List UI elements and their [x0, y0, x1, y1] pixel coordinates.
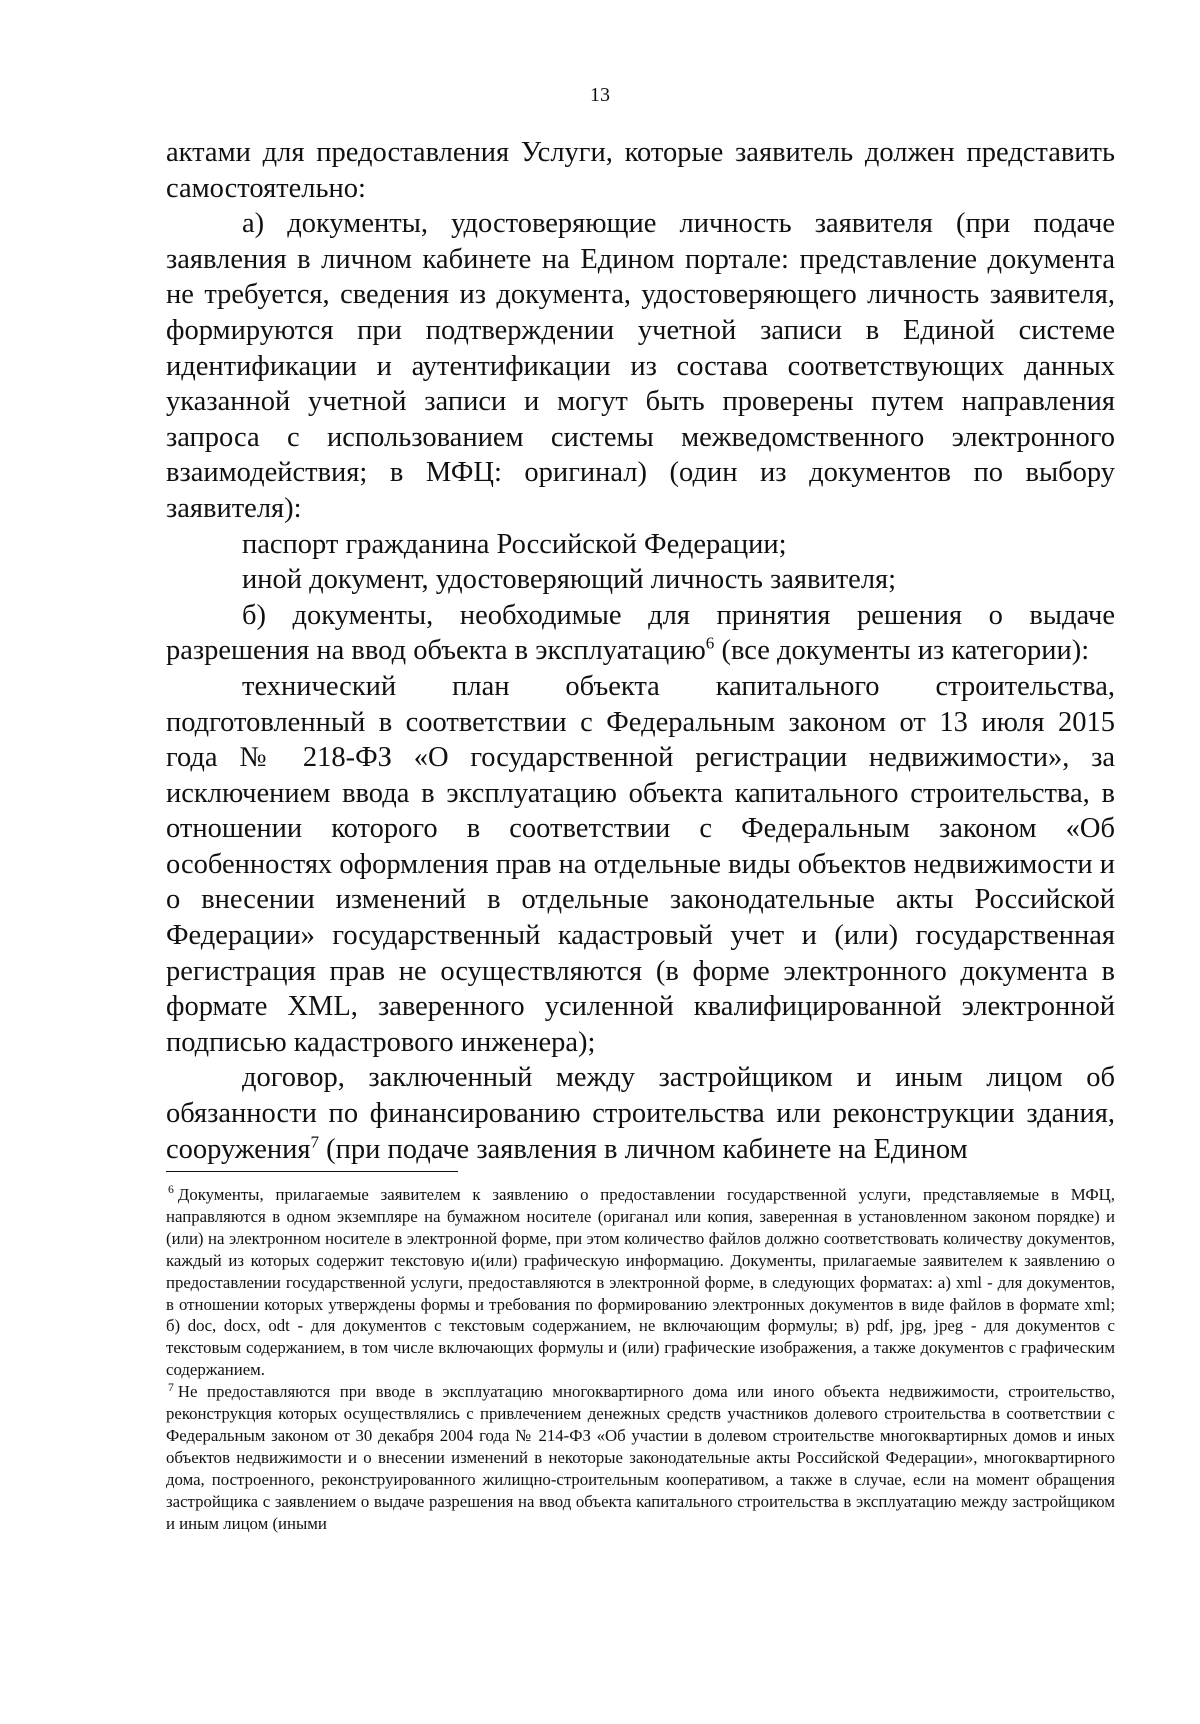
footnotes — [166, 1184, 1115, 1535]
paragraph-item-b — [166, 598, 1115, 669]
paragraph-intro: актами для предоставления Услуги, которые заявитель должен представить самостоятельно: — [166, 137, 1115, 204]
paragraph-item-a: а) документы, удостоверяющие личность заявителя (при подаче заявления в личном кабинете на Едином портале: представление документа не требуется, сведения из документа, удостоверяющего личность заявителя, формируются при подтверждении учетной записи в Единой системе идентификации и аутентификации из состава соответствующих данных указанной учетной записи и могут быть проверены путем направления запроса с использованием системы межведомственного электронного взаимодействия; в МФЦ: оригинал) (один из документов по выбору заявителя): — [166, 208, 1115, 524]
footnote-ref-7[interactable]: 7 — [310, 1132, 320, 1152]
paragraph-item-b-text: б) документы, необходимые для принятия решения о выдаче разрешения на ввод объекта в эксплуатацию — [166, 599, 1115, 667]
paragraph-contract-tail: (при подаче заявления в личном кабинете на Едином — [319, 1133, 968, 1165]
paragraph-contract — [166, 1060, 1115, 1167]
footnote-7-mark: 7 — [168, 1380, 174, 1394]
footnote-6-text: Документы, прилагаемые заявителем к заявлению о предоставлении государственной услуги, представляемые в МФЦ, направляются в одном экземпляре на бумажном носителе (ориганал или копия, заверенная в установленном законом порядке) и (или) на электронном носителе в электронной форме, при этом количество файлов должно соответствовать количеству документов, каждый из которых содержит текстовую и(или) графическую информацию. Документы, прилагаемые заявителем к заявлению о предоставлении государственной услуги, предоставляются в электронной форме, в следующих форматах: а) xml - для документов, в отношении которых утверждены формы и требования по формированию электронных документов в виде файлов в формате xml; б) doc, docx, odt - для документов с текстовым содержанием, не включающим формулы; в) pdf, jpg, jpeg - для документов с текстовым содержанием, в том числе включающих формулы и (или) графические изображения, а также документов с графическим содержанием. — [166, 1185, 1115, 1380]
list-item-other-id: иной документ, удостоверяющий личность заявителя; — [242, 564, 897, 596]
paragraph-tech-plan: технический план объекта капитального строительства, подготовленный в соответствии с Федеральным законом от 13 июля 2015 года № 218-ФЗ «О государственной регистрации недвижимости», за исключением ввода в эксплуатацию объекта капитального строительства, в отношении которого в соответствии с Федеральным законом «Об особенностях оформления прав на отдельные виды объектов недвижимости и о внесении изменений в отдельные законодательные акты Российской Федерации» государственный кадастровый учет и (или) государственная регистрация прав не осуществляются (в форме электронного документа в формате XML, заверенного усиленной квалифицированной электронной подписью кадастрового инженера); — [166, 670, 1115, 1058]
footnote-6-mark: 6 — [168, 1183, 174, 1197]
footnote-ref-6[interactable]: 6 — [705, 633, 715, 653]
footnote-divider — [166, 1171, 458, 1172]
page-number: 13 — [590, 84, 610, 106]
footnote-6 — [166, 1184, 1115, 1381]
footnote-7-text: Не предоставляются при вводе в эксплуатацию многоквартирного дома или иного объекта недвижимости, строительство, реконструкция которых осуществлялись с привлечением денежных средств участников долевого строительства в соответствии с Федеральным законом от 30 декабря 2004 года № 214-ФЗ «Об участии в долевом строительстве многоквартирных домов и иных объектов недвижимости и о внесении изменений в некоторые законодательные акты Российской Федерации», многоквартирного дома, построенного, реконструированного жилищно-строительным кооперативом, а также в случае, если на момент обращения застройщика с заявлением о выдаче разрешения на ввод объекта капитального строительства в эксплуатацию между застройщиком и иным лицом (иными — [166, 1382, 1115, 1533]
footnote-7 — [166, 1381, 1115, 1534]
paragraph-contract-text: договор, заключенный между застройщиком и иным лицом об обязанности по финансированию строительства или реконструкции здания, сооружения — [166, 1062, 1115, 1165]
main-text — [166, 135, 1115, 1167]
list-item-passport: паспорт гражданина Российской Федерации; — [242, 528, 787, 560]
paragraph-item-b-tail: (все документы из категории): — [714, 635, 1090, 667]
